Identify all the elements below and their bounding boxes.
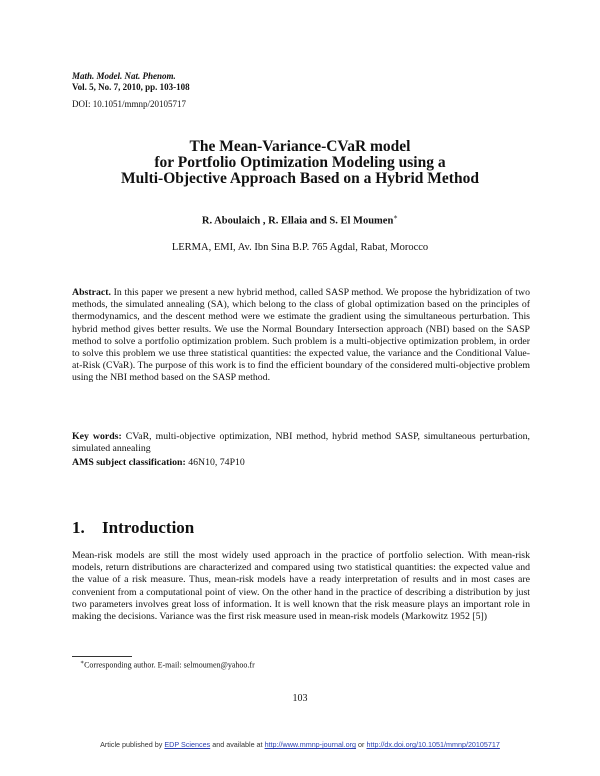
section-number: 1.: [72, 518, 85, 537]
page-number: 103: [292, 693, 308, 704]
publisher-footer: [0, 740, 600, 749]
footnote: [80, 659, 255, 670]
authors: [60, 213, 540, 227]
footnote-rule: [72, 656, 132, 657]
keywords: [72, 431, 530, 455]
introduction-paragraph: Mean-risk models are still the most widely used approach in the practice of portfolio selection. With mean-risk models, return distributions are characterized and compared using two statistical quantities: the expected value and the value of a risk measure. Thus, mean-risk models have a ready interpretation of results and in most cases are convenient from a computational point of view. On the other hand in the practice of describing a distribution by just two parameters involves great loss of information. It is well known that the risk measure plays an important role in making the decisions. Variance was the first risk measure used in mean-risk models (Markowitz 1952 [5]): [72, 550, 530, 623]
abstract-text: In this paper we present a new hybrid method, called SASP method. We propose the hybridization of two methods, the simulated annealing (SA), which belong to the class of global optimization based on the principles of thermodynamics, and the descent method were we estimate the gradient using the simultaneous perturbation. This hybrid method gives better results. We use the Normal Boundary Intersection approach (NBI) based on the SASP method to solve a portfolio optimization problem. Such problem is a multi-objective optimization problem, in order to solve this problem we use three statistical quantities: the expected value, the variance and the Conditional Value-at-Risk (CVaR). The purpose of this work is to find the efficient boundary of the considered multi-objective problem using the NBI method based on the SASP method.: [72, 287, 531, 384]
corresponding-mark: ∗: [393, 213, 399, 221]
title-line-2: for Portfolio Optimization Modeling using a: [154, 154, 446, 171]
abstract: [72, 287, 530, 385]
journal-name: Math. Model. Nat. Phenom.: [72, 71, 176, 81]
journal-volume: Vol. 5, No. 7, 2010, pp. 103-108: [72, 82, 190, 92]
journal-doi: DOI: 10.1051/mmnp/20105717: [72, 99, 186, 109]
title-line-3: Multi-Objective Approach Based on a Hybrid Method: [121, 170, 479, 187]
publisher-link[interactable]: EDP Sciences: [164, 740, 211, 749]
footnote-mark: ∗: [80, 660, 85, 666]
journal-url-link[interactable]: http://www.mmnp-journal.org: [264, 740, 357, 749]
ams-text: 46N10, 74P10: [188, 457, 245, 468]
footnote-text: Corresponding author. E-mail: selmoumen@yahoo.fr: [84, 660, 255, 670]
paper-title: [60, 139, 540, 187]
ams-classification: [72, 457, 245, 468]
section-heading: [72, 518, 194, 538]
affiliation: LERMA, EMI, Av. Ibn Sina B.P. 765 Agdal, Rabat, Morocco: [171, 242, 429, 253]
journal-header: [72, 71, 190, 110]
publisher-or: or: [358, 740, 365, 749]
publisher-middle: and available at: [212, 740, 263, 749]
title-line-1: The Mean-Variance-CVaR model: [189, 138, 411, 155]
ams-label: AMS subject classification:: [72, 457, 186, 468]
keywords-label: Key words:: [72, 431, 122, 442]
author-names: R. Aboulaich , R. Ellaia and S. El Moumen: [201, 215, 394, 227]
section-title: Introduction: [102, 518, 195, 537]
publisher-prefix: Article published by: [100, 740, 163, 749]
keywords-text: CVaR, multi-objective optimization, NBI method, hybrid method SASP, simultaneous perturbation, simulated annealing: [72, 431, 530, 455]
abstract-label: Abstract.: [72, 287, 111, 298]
doi-url-link[interactable]: http://dx.doi.org/10.1051/mmnp/20105717: [366, 740, 500, 749]
